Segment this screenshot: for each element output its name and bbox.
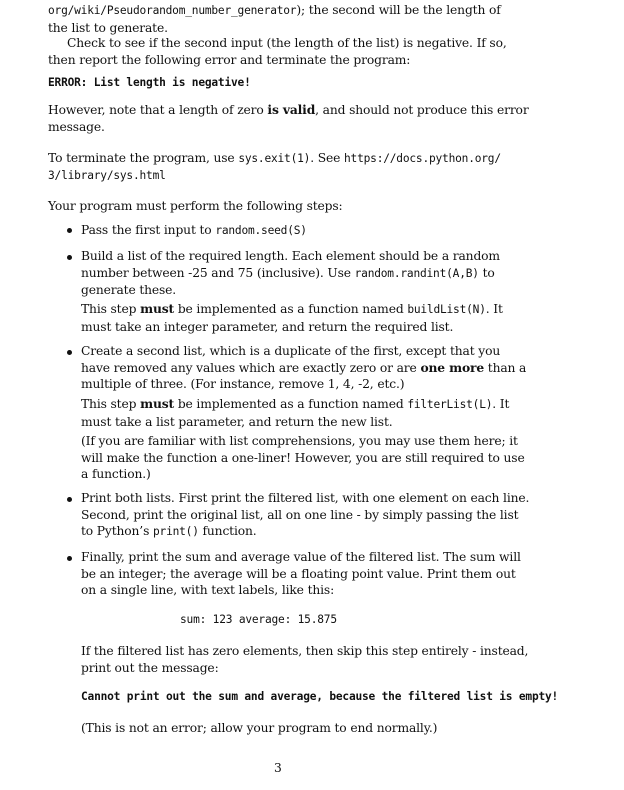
python-docs-url[interactable]: https://docs.python.org/ xyxy=(344,152,501,165)
zero-length-paragraph: However, note that a length of zero is valid, and should not produce this error message. xyxy=(48,102,529,134)
step-2-requirement: This step must be implemented as a function named buildList(N). It must take an integer parameter, and return the required list. xyxy=(81,301,503,334)
step-1: Pass the first input to random.seed(S) xyxy=(81,223,307,237)
bullet-icon xyxy=(67,228,72,233)
page-number: 3 xyxy=(274,761,282,775)
sys-exit-code: sys.exit(1) xyxy=(238,152,311,165)
step-5-note: (This is not an error; allow your program to end normally.) xyxy=(81,721,438,735)
check-paragraph: Check to see if the second input (the length of the list) is negative. If so, then report the following error and terminate the program: xyxy=(48,36,507,67)
bullet-icon xyxy=(67,497,72,502)
step-2: Build a list of the required length. Each element should be a random number between -25 and 75 (inclusive). Use random.randint(A,B) to generate these. xyxy=(81,249,500,298)
intro-paragraph: org/wiki/Pseudorandom_number_generator); the second will be the length of the list to generate. xyxy=(48,3,501,35)
step-3-requirement: This step must be implemented as a function named filterList(L). It must take a list parameter, and return the new list. xyxy=(81,396,510,429)
steps-intro: Your program must perform the following steps: xyxy=(48,199,343,213)
bullet-icon xyxy=(67,556,72,561)
step-5: Finally, print the sum and average value of the filtered list. The sum will be an integer; the average will be a floating point value. Print them out on a single line, with text labels, like this: xyxy=(81,550,521,598)
step-4: Print both lists. First print the filtered list, with one element on each line. Second, print the original list, all on one line - by simply passing the list to Python’s print() function. xyxy=(81,491,530,539)
step-3-note: (If you are familiar with list comprehensions, you may use them here; it will make the function a one-liner! However, you are still required to use a function.) xyxy=(81,434,525,482)
error-message-code: ERROR: List length is negative! xyxy=(48,76,251,89)
python-docs-url-cont[interactable]: 3/library/sys.html xyxy=(48,168,166,182)
bullet-icon xyxy=(67,350,72,355)
step-5-empty-case: If the filtered list has zero elements, then skip this step entirely - instead, print out the message: xyxy=(81,644,529,675)
sum-average-example: sum: 123 average: 15.875 xyxy=(180,613,337,626)
empty-list-message: Cannot print out the sum and average, because the filtered list is empty! xyxy=(81,690,559,703)
step-3: Create a second list, which is a duplicate of the first, except that you have removed any values which are exactly zero or are one more than a multiple of three. (For instance, remove 1, 4, -2, etc.) xyxy=(81,344,527,392)
bullet-icon xyxy=(67,255,72,260)
terminate-paragraph: To terminate the program, use sys.exit(1). See https://docs.python.org/ 3/library/sys.html xyxy=(48,150,501,184)
wiki-url[interactable]: org/wiki/Pseudorandom_number_generator xyxy=(48,4,297,17)
